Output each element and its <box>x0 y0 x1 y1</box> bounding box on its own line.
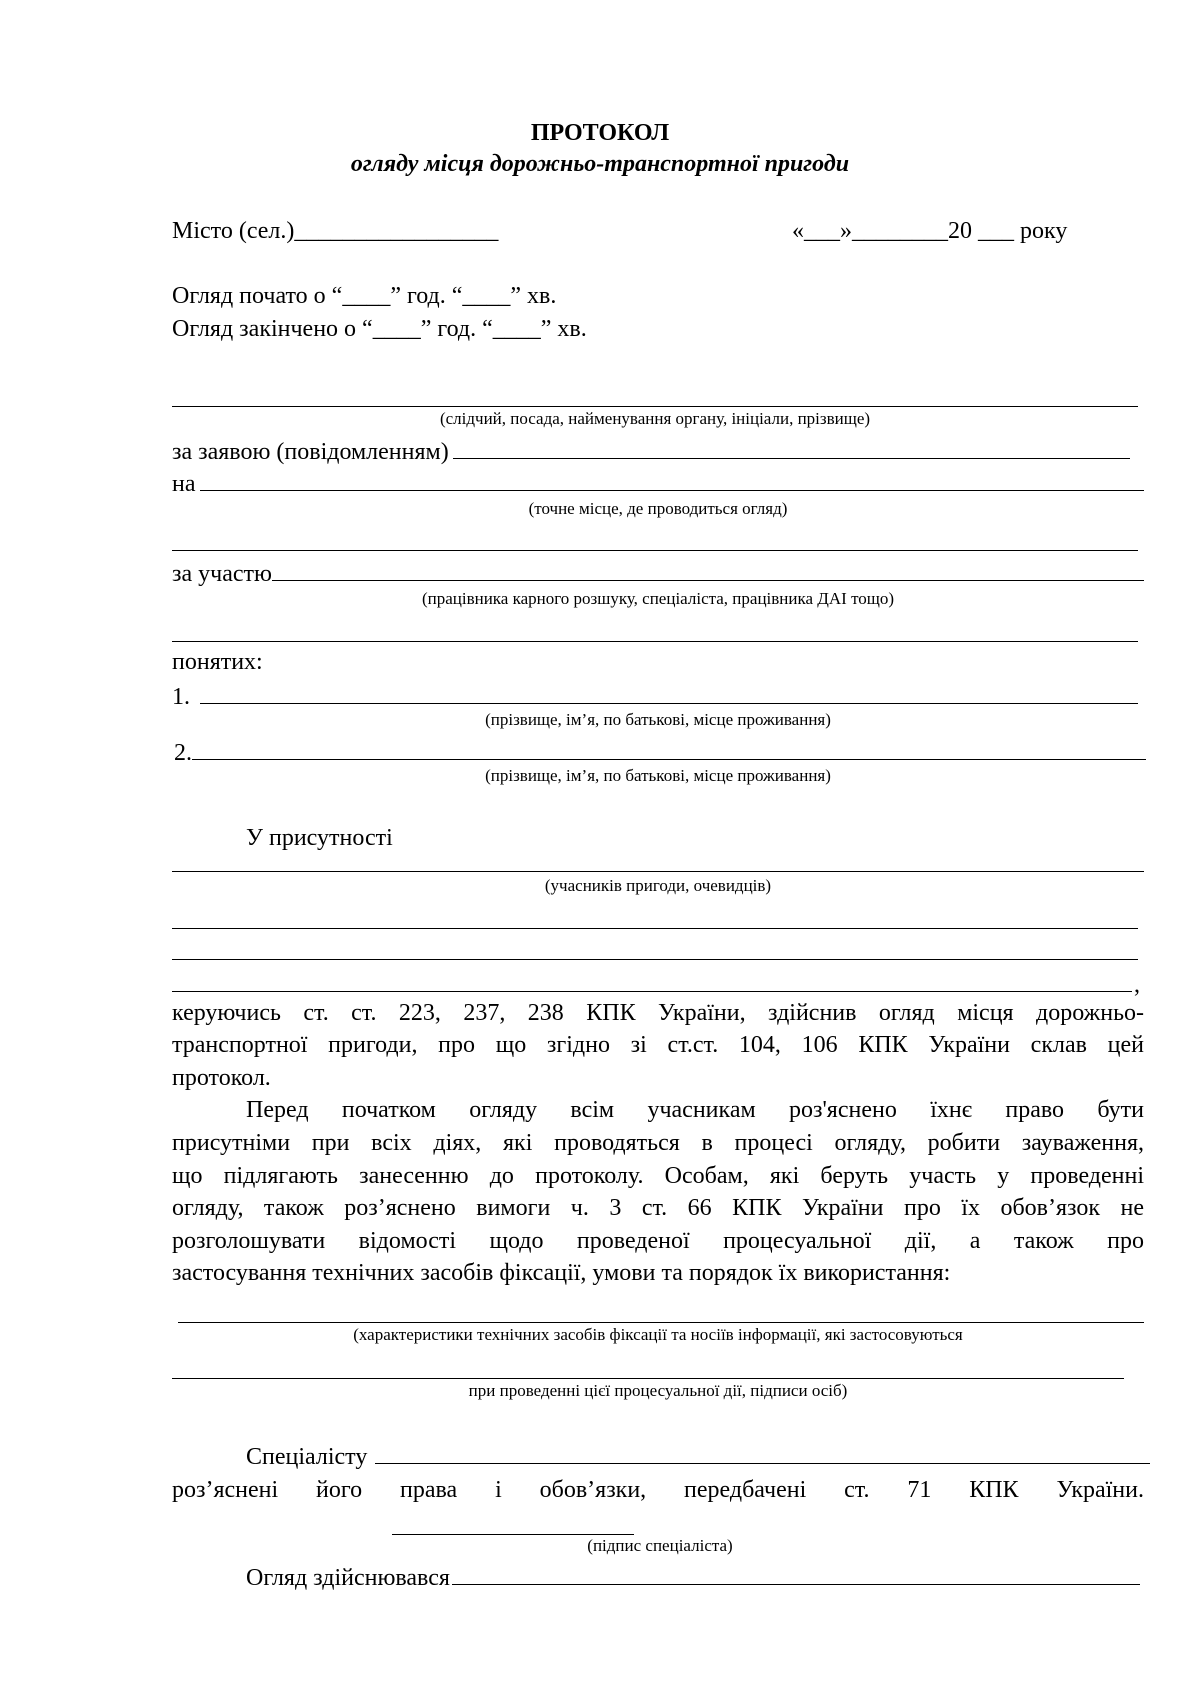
witness-2-number: 2. <box>174 740 192 766</box>
presence-comma: , <box>1134 972 1140 998</box>
presence-extra-line-3[interactable] <box>172 991 1132 992</box>
participation-extra-line[interactable] <box>172 641 1138 642</box>
tech-means-line-1[interactable] <box>178 1322 1144 1323</box>
paragraph-2-line-1: Перед початком огляду всім учасникам роз'яснено їхнє право бути <box>246 1097 1144 1123</box>
specialist-label: Спеціалісту <box>246 1444 368 1470</box>
paragraph-1-line-3: протокол. <box>172 1065 271 1091</box>
investigator-line[interactable] <box>172 406 1138 407</box>
paragraph-2-line-3: що підлягають занесенню до протоколу. Особам, які беруть участь у проведенні <box>172 1163 1144 1189</box>
document-title: ПРОТОКОЛ <box>530 120 670 146</box>
inspection-field[interactable] <box>452 1562 1140 1585</box>
city-blank[interactable]: _________________ <box>294 218 499 244</box>
presence-extra-line-2[interactable] <box>172 959 1138 960</box>
statement-field[interactable] <box>453 436 1130 459</box>
place-caption: (точне місце, де проводиться огляд) <box>528 499 788 518</box>
tech-means-caption-1: (характеристики технічних засобів фіксації та носіїв інформації, які застосовуються <box>353 1325 963 1344</box>
specialist-row <box>246 1441 1150 1472</box>
city-label: Місто (сел.) <box>172 218 295 244</box>
witness-2-field[interactable] <box>192 737 1146 760</box>
participation-caption: (працівника карного розшуку, спеціаліста, працівника ДАІ тощо) <box>421 589 895 608</box>
witness-1-number: 1. <box>172 684 190 710</box>
paragraph-2-line-4: огляду, також роз’яснено вимоги ч. 3 ст. 66 КПК України про їх обов’язок не <box>172 1195 1144 1221</box>
participation-label: за участю <box>172 561 272 587</box>
presence-caption: (учасників пригоди, очевидців) <box>544 876 772 895</box>
paragraph-1-line-2: транспортної пригоди, про що згідно зі ст.ст. 104, 106 КПК України склав цей <box>172 1032 1144 1058</box>
statement-label: за заявою (повідомленням) <box>172 439 449 465</box>
paragraph-1-line-1: керуючись ст. ст. 223, 237, 238 КПК України, здійснив огляд місця дорожньо- <box>172 1000 1144 1026</box>
paragraph-2-line-6: застосування технічних засобів фіксації, умови та порядок їх використання: <box>172 1260 951 1286</box>
tech-means-caption-2: при проведенні цієї процесуальної дії, підписи осіб) <box>468 1381 848 1400</box>
tech-means-line-2[interactable] <box>172 1378 1124 1379</box>
document-subtitle: огляду місця дорожньо-транспортної пригоди <box>350 151 850 177</box>
presence-label: У присутності <box>246 825 393 851</box>
place-field[interactable] <box>200 468 1145 491</box>
statement-row <box>172 436 1130 467</box>
date-field[interactable]: «___»________20 ___ року <box>792 218 1068 244</box>
place-label: на <box>172 471 196 497</box>
specialist-rights-text: роз’яснені його права і обов’язки, передбачені ст. 71 КПК України. <box>172 1477 1144 1503</box>
inspection-label: Огляд здійснювався <box>246 1565 450 1591</box>
place-extra-line[interactable] <box>172 550 1138 551</box>
city-row <box>172 216 498 246</box>
paragraph-2-line-2: присутніми при всіх діях, які проводяться в процесі огляду, робити зауваження, <box>172 1130 1144 1156</box>
specialist-signature-line[interactable] <box>392 1534 634 1535</box>
specialist-field[interactable] <box>375 1441 1150 1464</box>
investigator-caption: (слідчий, посада, найменування органу, ініціали, прізвище) <box>439 409 871 428</box>
witness-2-row <box>174 737 1146 768</box>
presence-extra-line-1[interactable] <box>172 928 1138 929</box>
witness-2-caption: (прізвище, ім’я, по батькові, місце проживання) <box>485 766 831 785</box>
presence-line[interactable] <box>172 871 1144 872</box>
participation-field[interactable] <box>272 558 1144 581</box>
participation-row <box>172 558 1144 589</box>
witness-1-caption: (прізвище, ім’я, по батькові, місце проживання) <box>485 710 831 729</box>
witness-1-field[interactable] <box>200 681 1138 704</box>
start-time-line[interactable]: Огляд почато о “____” год. “____” хв. <box>172 283 557 309</box>
inspection-row <box>246 1562 1140 1593</box>
paragraph-2-line-5: розголошувати відомості щодо проведеної процесуальної дії, а також про <box>172 1228 1144 1254</box>
witness-1-row <box>172 681 1138 712</box>
end-time-line[interactable]: Огляд закінчено о “____” год. “____” хв. <box>172 316 587 342</box>
witnesses-label: понятих: <box>172 649 263 675</box>
place-row <box>172 468 1144 499</box>
specialist-signature-caption: (підпис спеціаліста) <box>587 1536 733 1555</box>
